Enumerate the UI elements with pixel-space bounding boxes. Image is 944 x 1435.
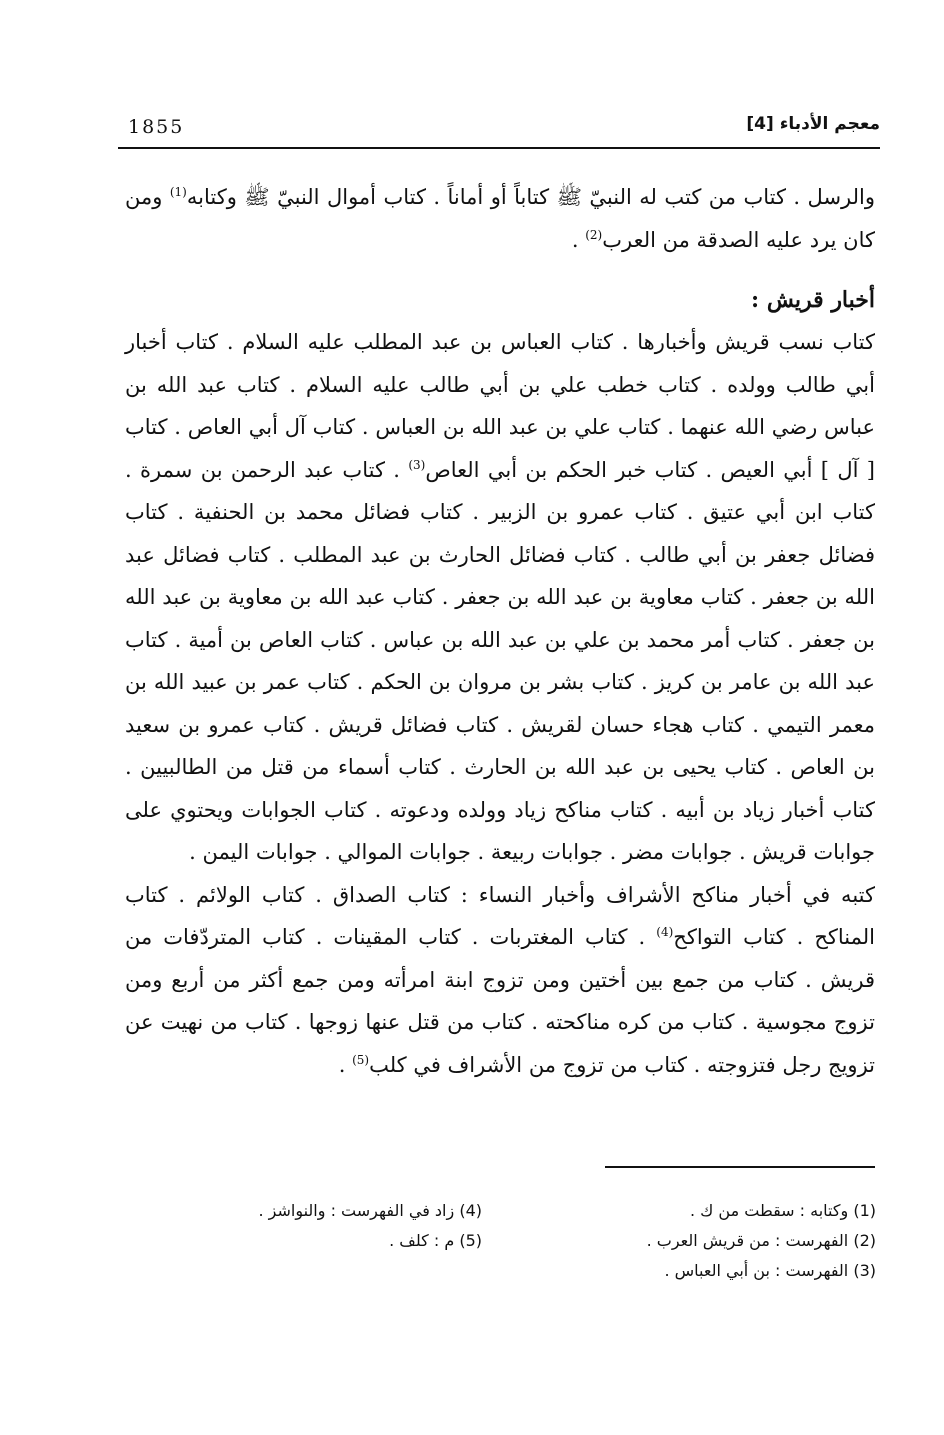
header-rule — [118, 147, 880, 149]
paragraph-3-text-b: . كتاب المغتربات . كتاب المقينات . كتاب المتردّفات من قريش . كتاب من جمع بين أختين ومن تزوج ابنة امرأته ومن جمع أكثر من أربع ومن تزوج مجوسية . كتاب من كره مناكحته . كتاب من قتل عنها زوجها . كتاب من نهيت عن تزويج رجل فتزوجته . كتاب من تزوج من الأشراف في كلب — [125, 925, 875, 1077]
main-text — [125, 176, 875, 1086]
footnote-4: (4) زاد في الفهرست : والنواشز . — [258, 1201, 482, 1220]
footnote-ref-2: (2) — [585, 227, 603, 242]
footnote-2: (2) الفهرست : من قريش العرب . — [646, 1231, 876, 1250]
page-number: 1855 — [128, 116, 185, 138]
paragraph-3-text-a: كتبه في أخبار مناكح الأشراف وأخبار النساء : كتاب الصداق . كتاب الولائم . كتاب المناكح . كتاب التواكح — [125, 882, 876, 949]
running-title: معجم الأدباء [4] — [746, 114, 880, 134]
paragraph-1-text-c: . — [571, 227, 586, 252]
footnote-3: (3) الفهرست : بن أبي العباس . — [664, 1261, 876, 1280]
footnote-ref-3: (3) — [408, 457, 426, 472]
paragraph-1 — [125, 176, 875, 261]
footnote-ref-1: (1) — [169, 185, 187, 199]
paragraph-1-text-b: ومن كان يرد عليه الصدقة من العرب — [125, 185, 875, 252]
footnote-ref-5: (5) — [352, 1052, 370, 1067]
footnote-ref-4: (4) — [656, 925, 674, 939]
paragraph-3 — [125, 874, 875, 1087]
section-title: أخبار قريش : — [751, 287, 875, 313]
footnotes-right-column — [576, 1196, 876, 1286]
paragraph-2-text-a: كتاب نسب قريش وأخبارها . كتاب العباس بن عبد المطلب عليه السلام . كتاب أخبار أبي طالب وولده . كتاب خطب علي بن أبي طالب عليه السلام . كتاب عبد الله بن عباس رضي الله عنهما . كتاب علي بن عبد الله بن العباس . كتاب آل أبي العاص . كتاب [ آل ] أبي العيص . كتاب خبر الحكم بن أبي العاص — [125, 330, 875, 482]
footnotes-left-column — [202, 1196, 482, 1256]
page-header — [118, 112, 880, 152]
footnote-1: (1) وكتابه : سقطت من ك . — [689, 1201, 876, 1220]
footnote-rule — [605, 1166, 875, 1168]
paragraph-2 — [125, 321, 875, 874]
paragraph-2-text-b: . كتاب عبد الرحمن بن سمرة . كتاب ابن أبي عتيق . كتاب عمرو بن الزبير . كتاب فضائل محمد بن الحنفية . كتاب فضائل جعفر بن أبي طالب . كتاب فضائل الحارث بن عبد المطلب . كتاب فضائل عبد الله بن جعفر . كتاب معاوية بن عبد الله بن جعفر . كتاب عبد الله بن معاوية بن عبد الله بن جعفر . كتاب أمر محمد بن علي بن عبد الله بن عباس . كتاب العاص بن أمية . كتاب عبد الله بن عامر بن كريز . كتاب بشر بن مروان بن الحكم . كتاب عمر بن عبيد الله بن معمر التيمي . كتاب هجاء حسان لقريش . كتاب فضائل قريش . كتاب عمرو بن سعيد بن العاص . كتاب يحيى بن عبد الله بن الحارث . كتاب أسماء من قتل من الطالبيين . كتاب أخبار زياد بن أبيه . كتاب مناكح زياد وولده ودعوته . كتاب الجوابات ويحتوي على جوابات قريش . جوابات مضر . جوابات ربيعة . جوابات الموالي . جوابات اليمن . — [125, 457, 875, 864]
footnote-5: (5) م : كلف . — [389, 1231, 482, 1250]
paragraph-3-text-c: . — [338, 1052, 353, 1077]
paragraph-1-text-a: والرسل . كتاب من كتب له النبيّ ﷺ كتاباً أو أماناً . كتاب أموال النبيّ ﷺ وكتابه — [186, 185, 876, 209]
